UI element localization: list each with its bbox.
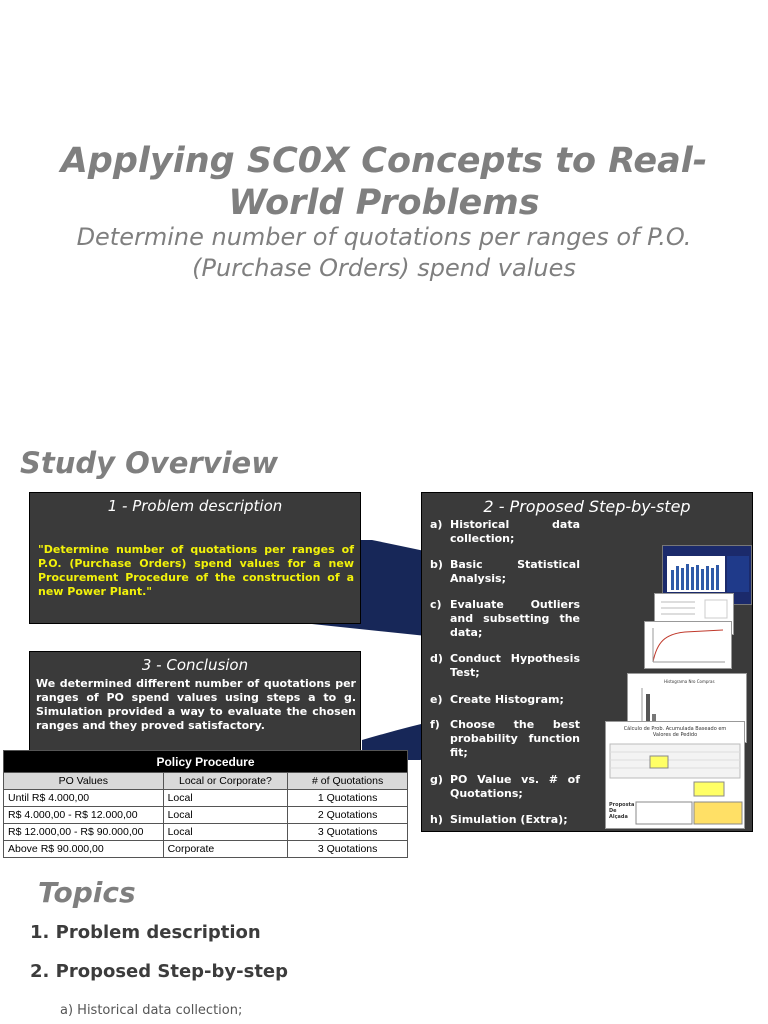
cumulative-chart-thumbnail: [644, 621, 732, 669]
subtopic-item: a) Historical data collection;: [60, 1003, 243, 1018]
table-row: [4, 824, 408, 841]
column-header: # of Quotations: [288, 773, 408, 790]
study-overview-heading: Study Overview: [20, 446, 278, 480]
policy-table-title: Policy Procedure: [4, 751, 408, 773]
po-value-cell: R$ 4.000,00 - R$ 12.000,00: [4, 807, 164, 824]
column-header: PO Values: [4, 773, 164, 790]
step-text: PO Value vs. # of Quotations;: [450, 773, 580, 800]
step-text: Basic Statistical Analysis;: [450, 558, 580, 585]
step-item: [430, 558, 580, 586]
page-subtitle: Determine number of quotations per ranges of P.O. (Purchase Orders) spend values: [76, 223, 692, 282]
step-text: Historical data collection;: [450, 518, 580, 545]
policy-procedure-table: [3, 750, 408, 858]
step-text: Choose the best probability function fit;: [450, 718, 580, 759]
step-text: Evaluate Outliers and subsetting the data;: [450, 598, 580, 639]
quotations-cell: 2 Quotations: [288, 807, 408, 824]
calc-thumbnail-title: Cálculo de Prob. Acumulada Baseado em Valores de Pedido: [623, 726, 727, 738]
step-letter: g): [430, 773, 443, 786]
histogram-thumbnail-title: Histograma Nro Compras: [664, 679, 715, 684]
scope-cell: Local: [163, 824, 288, 841]
po-value-cell: R$ 12.000,00 - R$ 90.000,00: [4, 824, 164, 841]
step-text: Simulation (Extra);: [450, 813, 568, 826]
step-letter: f): [430, 718, 440, 731]
topic-item: 2. Proposed Step-by-step: [30, 961, 289, 982]
step-item: [430, 718, 580, 760]
table-row: [4, 790, 408, 807]
topics-heading: Topics: [38, 876, 136, 909]
step-text: Conduct Hypothesis Test;: [450, 652, 580, 679]
proposed-steps-heading: 2 - Proposed Step-by-step: [483, 497, 691, 516]
step-item: [430, 598, 580, 640]
proposed-steps-panel: [421, 492, 753, 832]
step-letter: c): [430, 598, 442, 611]
step-item: [430, 813, 580, 827]
step-item: [430, 773, 580, 801]
page-title-line-1: Applying SC0X Concepts to Real-: [60, 141, 708, 181]
topic-item: 1. Problem description: [30, 922, 261, 943]
probability-calc-thumbnail: [605, 721, 745, 829]
quotations-cell: 3 Quotations: [288, 824, 408, 841]
table-row: [4, 807, 408, 824]
step-item: [430, 693, 580, 707]
scope-cell: Corporate: [163, 841, 288, 858]
problem-description-panel: [29, 492, 361, 624]
scope-cell: Local: [163, 790, 288, 807]
cumulative-chart-graphic: [645, 622, 731, 668]
conclusion-text: We determined different number of quotations per ranges of PO spend values using steps a to g. Simulation provided a way to evaluate the chosen ranges and they proved satisfactory.: [36, 677, 356, 732]
proposal-label: Proposta De Alçada: [609, 802, 635, 820]
problem-quote: "Determine number of quotations per ranges of P.O. (Purchase Orders) spend values for a new Procurement Procedure of the construction of a new Power Plant.": [38, 543, 354, 598]
step-letter: e): [430, 693, 443, 706]
quotations-cell: 1 Quotations: [288, 790, 408, 807]
step-text: Create Histogram;: [450, 693, 564, 706]
step-letter: b): [430, 558, 443, 571]
po-value-cell: Above R$ 90.000,00: [4, 841, 164, 858]
po-value-cell: Until R$ 4.000,00: [4, 790, 164, 807]
table-row: [4, 841, 408, 858]
step-letter: d): [430, 652, 443, 665]
step-item: [430, 652, 580, 680]
step-letter: a): [430, 518, 443, 531]
page-title-line-2: World Problems: [228, 183, 540, 223]
step-item: [430, 518, 580, 546]
column-header: Local or Corporate?: [163, 773, 288, 790]
conclusion-panel: [29, 651, 361, 755]
problem-description-heading: 1 - Problem description: [107, 497, 283, 515]
quotations-cell: 3 Quotations: [288, 841, 408, 858]
conclusion-heading: 3 - Conclusion: [141, 656, 249, 674]
scope-cell: Local: [163, 807, 288, 824]
step-letter: h): [430, 813, 443, 826]
